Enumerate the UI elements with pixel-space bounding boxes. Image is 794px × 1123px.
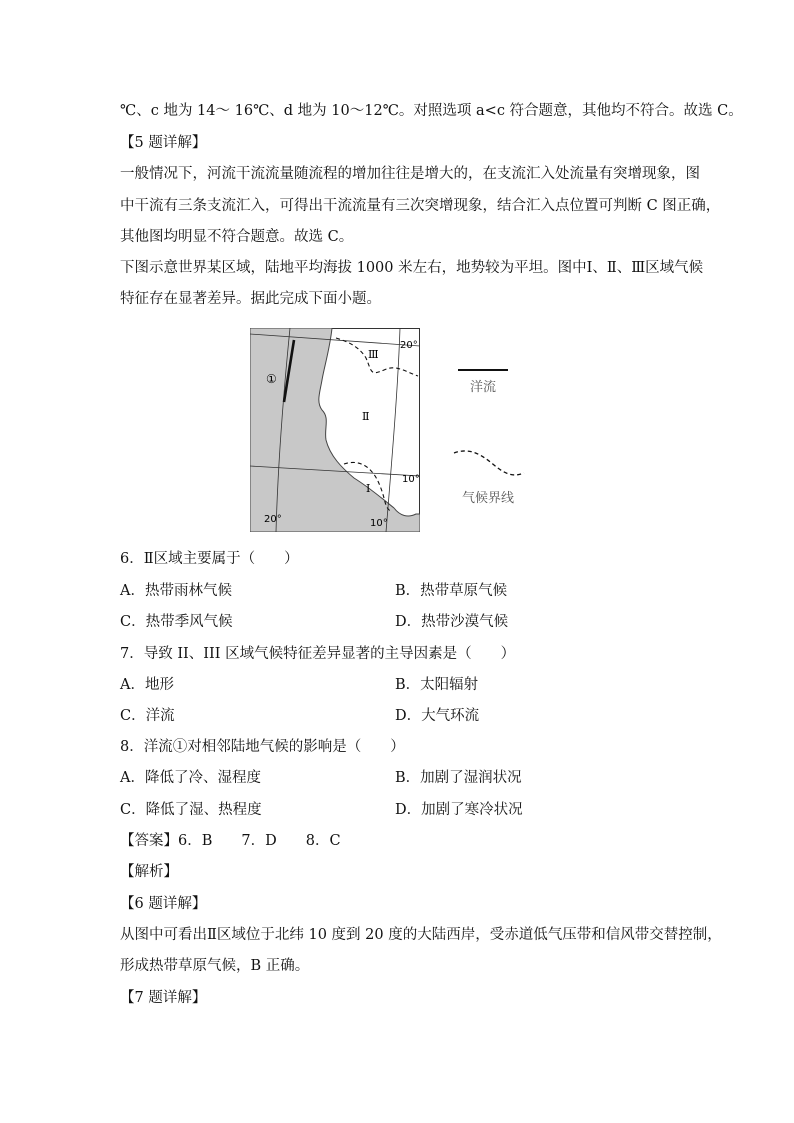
q7-option-a[interactable]: A．地形 — [120, 677, 174, 693]
q8-option-a[interactable]: A．降低了冷、湿程度 — [120, 770, 261, 786]
q8-option-c[interactable]: C．降低了湿、热程度 — [120, 802, 262, 818]
q7-option-d[interactable]: D．大气环流 — [395, 708, 480, 724]
text-line: ℃、c 地为 14～ 16℃、d 地为 10～12℃。对照选项 a<c 符合题意，其他均不符合。故选 C。 — [120, 103, 743, 119]
region-label-I: Ⅰ — [366, 482, 371, 495]
q6-option-c[interactable]: C．热带季风气候 — [120, 614, 233, 630]
legend-boundary-symbol — [454, 451, 524, 475]
q6-analysis-line: 形成热带草原气候，B 正确。 — [120, 958, 310, 974]
section-heading: 【5 题详解】 — [120, 135, 207, 151]
analysis-heading: 【解析】 — [120, 864, 178, 880]
q6-option-a[interactable]: A．热带雨林气候 — [120, 583, 232, 599]
q8-option-b[interactable]: B．加剧了湿润状况 — [395, 770, 522, 786]
legend-boundary-label: 气候界线 — [462, 491, 515, 506]
lat-label-10: 10° — [402, 474, 420, 485]
text-line: 下图示意世界某区域，陆地平均海拔 1000 米左右，地势较为平坦。图中Ⅰ、Ⅱ、Ⅲ区域气候 — [120, 260, 704, 276]
q6-option-b[interactable]: B．热带草原气候 — [395, 583, 508, 599]
q6-option-d[interactable]: D．热带沙漠气候 — [395, 614, 509, 630]
text-line: 一般情况下，河流干流流量随流程的增加往往是增大的，在支流汇入处流量有突增现象，图 — [120, 166, 700, 182]
question-6-stem: 6．Ⅱ区域主要属于（ ） — [120, 551, 299, 567]
q7-option-c[interactable]: C．洋流 — [120, 708, 175, 724]
legend-current-label: 洋流 — [470, 380, 497, 395]
answer-line: 【答案】6．B 7．D 8．C — [120, 833, 341, 849]
text-line: 特征存在显著差异。据此完成下面小题。 — [120, 291, 381, 307]
region-label-III: Ⅲ — [368, 348, 379, 361]
question-7-stem: 7．导致 II、III 区域气候特征差异显著的主导因素是（ ） — [120, 646, 516, 662]
q7-heading: 【7 题详解】 — [120, 990, 207, 1006]
text-line: 其他图均明显不符合题意。故选 C。 — [120, 229, 354, 245]
question-8-stem: 8．洋流①对相邻陆地气候的影响是（ ） — [120, 739, 405, 755]
lon-label-20: 20° — [264, 514, 282, 525]
region-label-current: ① — [266, 372, 277, 386]
q7-option-b[interactable]: B．太阳辐射 — [395, 677, 479, 693]
region-map — [250, 328, 420, 532]
q6-analysis-line: 从图中可看出Ⅱ区域位于北纬 10 度到 20 度的大陆西岸，受赤道低气压带和信风带交替控制， — [120, 927, 722, 943]
region-label-II: Ⅱ — [362, 410, 370, 423]
q8-option-d[interactable]: D．加剧了寒冷状况 — [395, 802, 523, 818]
text-line: 中干流有三条支流汇入，可得出干流流量有三次突增现象，结合汇入点位置可判断 C 图正确， — [120, 198, 721, 214]
lon-label-10: 10° — [370, 518, 388, 529]
lat-label-20: 20° — [400, 340, 418, 351]
q6-heading: 【6 题详解】 — [120, 896, 207, 912]
